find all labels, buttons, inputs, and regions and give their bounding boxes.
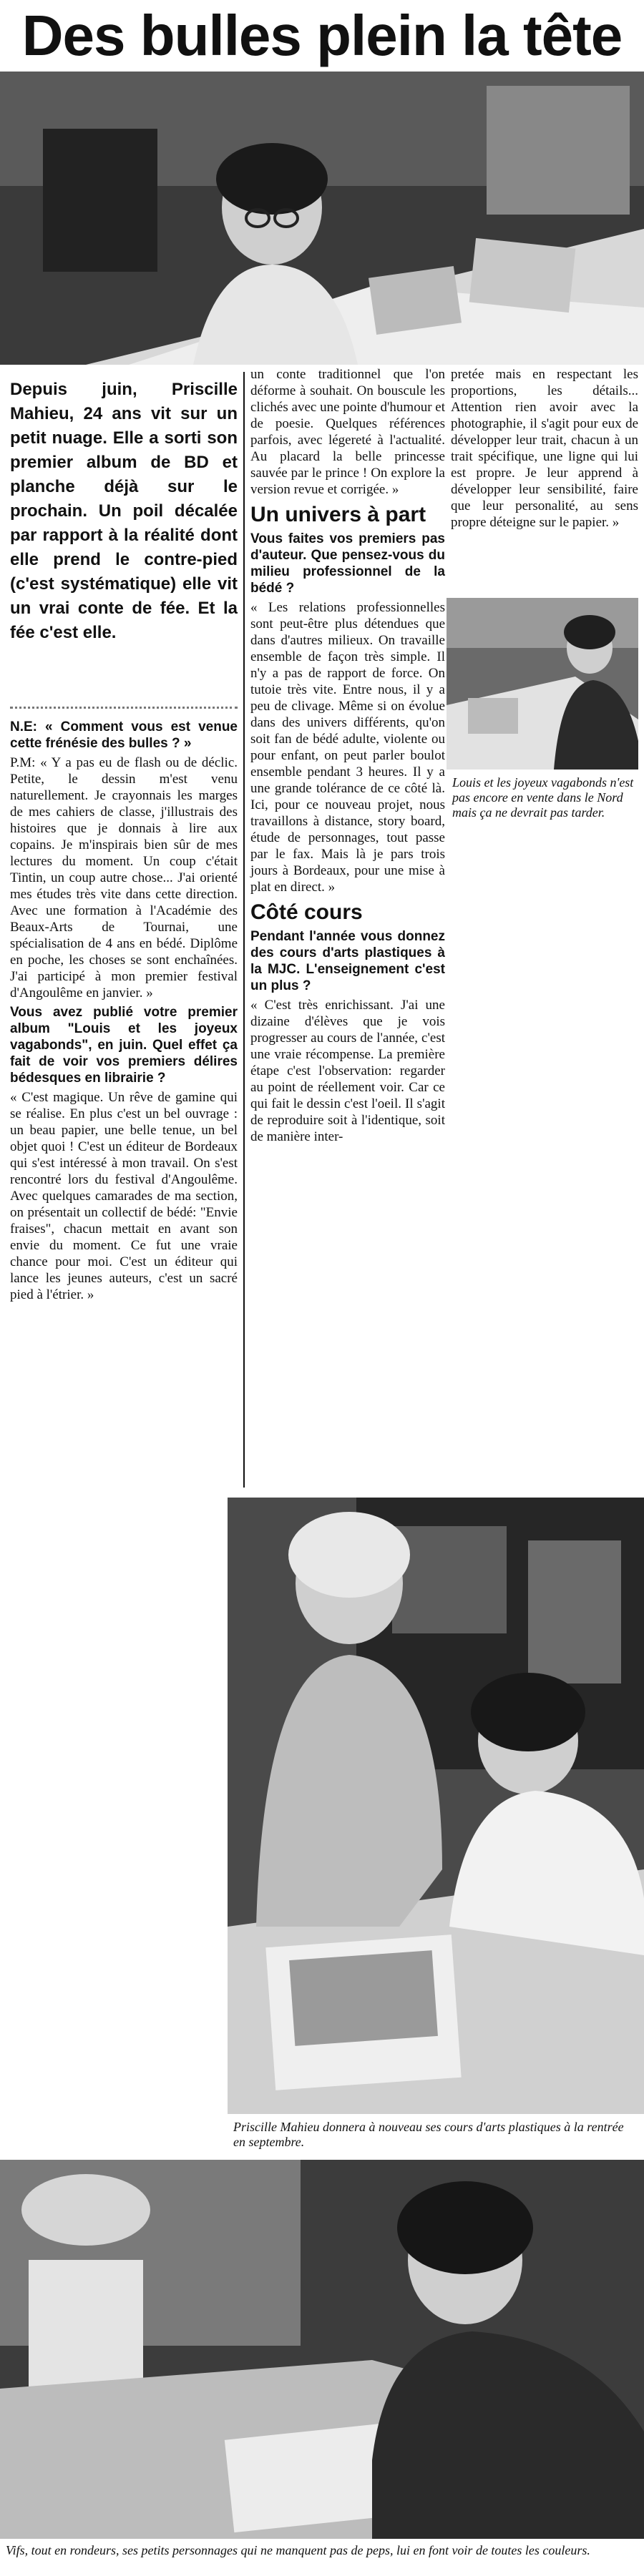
question-1: N.E: « Comment vous est venue cette frénésie des bulles ? » [10,719,238,751]
paragraph: pretée mais en respectant les proportions, les détails... Attention rien avoir avec la photographie, il s'agit pour eux de développer leur trait, chacun à un trait spécifique, une ligne qui lui est propre. Je leur apprend à développer leur sensibilité, faire que leur personalité, au sens propre déteigne sur le papier. » [451,367,638,530]
artist-portrait-photo [447,598,638,770]
question-2: Vous avez publié votre premier album "Louis et les joyeux vagabonds", en juin. Quel effet ça fait de voir vos premiers délires bédesques en librairie ? [10,1005,238,1086]
headline: Des bulles plein la tête [21,4,623,67]
paragraph: un conte traditionnel que l'on déforme à souhait. On bouscule les clichés avec une pointe d'humour et de poesie. Quelques références parfois, avec légereté à l'actualité. Au placard la belle princesse sauvée par le prince ! On explore la version revue et corrigée. » [250,367,445,497]
answer-1: P.M: « Y a pas eu de flash ou de déclic. Petite, le dessin m'est venu naturellement. Je crayonnais les marges de mes cahiers de classe, j'illustrais des histoires que je donnais à lire aux copains. Je m'inspirais bien sûr de mes lectures du moment. Un coup c'était Tintin, un coup autre chose... J'ai orienté mes études très vite dans cette direction. Avec une formation à l'Académie des Beaux-Arts de Tournai, une spécialisation de 4 ans en bédé. Diplôme en poche, les choses se sont enchaînées. J'ai participé à mon premier festival d'Angoulême en janvier. » [10,755,238,1001]
artist-desk-photo [0,2160,644,2539]
answer-3: « Les relations professionnelles sont peut-être plus détendues que dans d'autres milieux. On travaille ensemble de façon très simple. Il n'y a pas de rapport de force. On tutoie très vite. Entre nous, il y a peu de clivage. Même si on évolue dans des univers différents, qu'on soit fan de bédé adulte, violente ou pour enfant, on peut parler boulot ensemble pendant 3 heures. Il y a une grande tolérance de ce côté là. Ici, pour ce nouveau projet, nous travaillons à distance, story board, étude de personnages, tout passe par le fax. Mais là je pars trois jours à Bordeaux, pour une mise à plat en direct. » [250,600,445,895]
separator [10,707,238,710]
column-2 [250,366,445,1148]
lead-paragraph: Depuis juin, Priscille Mahieu, 24 ans vit sur un petit nuage. Elle a sorti son premier album de BD et planche déjà sur le prochain. Un poil décalée par rapport à la réalité dont elle prend le contre-pied (c'est systématique) elle vit un vrai conte de fée. Et la fée c'est elle. [10,380,238,642]
class-photo-caption: Priscille Mahieu donnera à nouveau ses cours d'arts plastiques à la rentrée en septembre. [233,2120,624,2149]
portrait-caption: Louis et les joyeux vagabonds n'est pas encore en vente dans le Nord mais ça ne devrait pas tarder. [452,775,634,820]
column-1 [10,699,238,1306]
answer-4: « C'est très enrichissant. J'ai une dizaine d'élèves que je vois progresser au cours de l'année, c'est une vraie récompense. La première étape c'est l'observation: regarder au point de réellement voir. Car ce qui fait le dessin c'est l'oeil. Il s'agit de reproduire soit à l'identique, soit de manière inter- [250,998,445,1144]
desk-photo-caption: Vifs, tout en rondeurs, ses petits personnages qui ne manquent pas de peps, lui en font voir de toutes les couleurs. [6,2543,590,2557]
column-rule [243,372,245,1488]
artist-at-drawing-table-photo [0,72,644,365]
subheading-cours: Côté cours [250,900,363,924]
question-3: Vous faites vos premiers pas d'auteur. Que pensez-vous du milieu professionnel de la bédé ? [250,531,445,596]
column-3 [451,366,638,534]
question-4: Pendant l'année vous donnez des cours d'arts plastiques à la MJC. L'enseignement c'est un plus ? [250,929,445,993]
answer-2: « C'est magique. Un rêve de gamine qui se réalise. En plus c'est un bel ouvrage : un beau papier, une belle tenue, un bel objet quoi ! C'est un éditeur de Bordeaux qui s'est intéressé à mon travail. On s'est rencontré lors du festival d'Angoulême. Avec quelques camarades de ma section, on présentait un collectif de bédé: "Envie fraises", chacun mettait en avant son envie du moment. Ce fut une vraie chance pour moi. C'est un éditeur qui lance les jeunes auteurs, c'est un sacré pied à l'étrier. » [10,1090,238,1302]
subheading-univers: Un univers à part [250,503,426,526]
art-class-photo [228,1498,644,2114]
